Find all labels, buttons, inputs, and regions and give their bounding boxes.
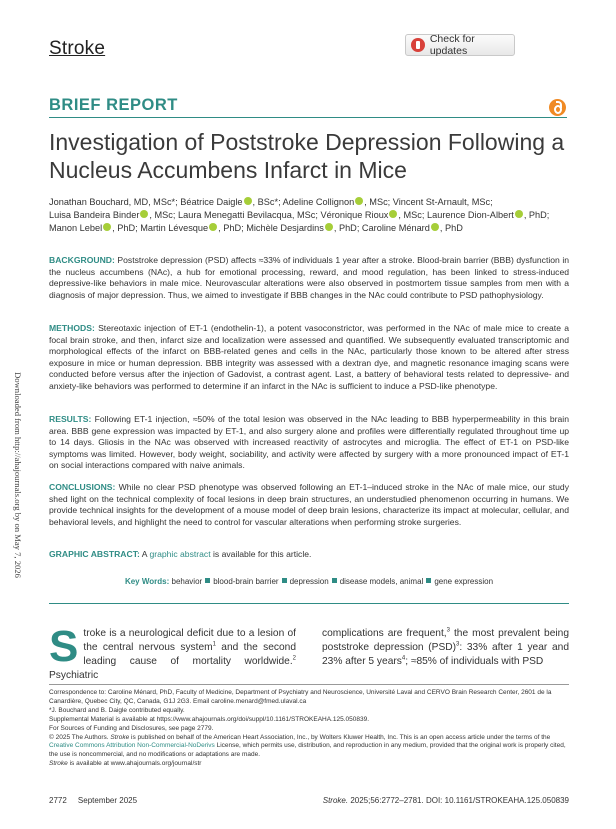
correspondence-note: Correspondence to: Caroline Ménard, PhD, Faculty of Medicine, Department of Psychiatry and Neuroscience, Université Laval and CERVO Brain Research Center, 2601 de la Canardière, Quebec City, QC, Canada, G1J 2G3. Email caroline.menard@fmed.ulaval.ca [49, 689, 552, 705]
author-text: , PhD; Caroline Ménard [333, 223, 430, 233]
body-text: the most prevalent being poststroke depression (PSD) [322, 628, 569, 653]
copyright-text: © 2025 The Authors. [49, 733, 111, 741]
download-sidebar-text: Downloaded from http://ahajournals.org by on May 7, 2026 [13, 372, 23, 578]
orcid-icon[interactable] [244, 197, 252, 205]
author-text: Jonathan Bouchard, MD, MSc*; Béatrice Daigle [49, 197, 243, 207]
orcid-icon[interactable] [209, 223, 217, 231]
bookmark-icon [411, 38, 425, 52]
author-text: , PhD; Martin Lévesque [112, 223, 209, 233]
orcid-icon[interactable] [431, 223, 439, 231]
author-text: , MSc; Laura Menegatti Bevilacqua, MSc; Véronique Rioux [149, 210, 389, 220]
graphic-post: is available for this article. [213, 549, 312, 559]
body-column-left [49, 622, 296, 683]
body-text: : 33% after 1 year and 23% after 5 years [322, 642, 569, 667]
body-text: complications are frequent, [322, 628, 447, 639]
journal-name[interactable]: Stroke [49, 38, 106, 59]
abstract-background [49, 255, 569, 301]
notes-rule [49, 684, 569, 685]
orcid-icon[interactable] [355, 197, 363, 205]
section-rule [49, 117, 567, 118]
keyword: disease models, animal [339, 577, 424, 586]
equal-contribution-note: *J. Bouchard and B. Daigle contributed equally. [49, 706, 185, 714]
article-notes [49, 689, 569, 769]
open-access-icon [549, 99, 566, 116]
methods-text: Stereotaxic injection of ET-1 (endothelin-1), a potent vasoconstrictor, was performed in the NAc of male mice to create a focal brain stroke, and then, infarct size and localization were assessed and quantified. We subsequently evaluated transcriptomic and morphological effects of the infarct on BBB-related genes and cells in the NAc, particularly those known to be altered after stress exposure in mice or human depression. BBB integrity was assessed with a dextran dye, and magnetic resonance imaging scans were conducted before versus after the injection of Gadovist, a contrast agent. Last, a battery of behavioral tests related to depressive- and anxiety-like behaviors was performed to determine if an infarct in the NAc is sufficient to induce a PSD-like phenotype. [49, 323, 569, 391]
body-column-right [322, 627, 569, 669]
body-text: Psychiatric [49, 670, 99, 681]
supplemental-note: Supplemental Material is available at https://www.ahajournals.org/doi/suppl/10.1161/STROKEAHA.125.050839. [49, 715, 370, 723]
author-text: , MSc; Vincent St-Arnault, MSc; [364, 197, 493, 207]
article-title: Investigation of Poststroke Depression Following a Nucleus Accumbens Infarct in Mice [49, 129, 565, 183]
orcid-icon[interactable] [515, 210, 523, 218]
check-for-updates-label: Check for updates [429, 33, 475, 57]
results-label: RESULTS: [49, 414, 92, 424]
orcid-icon[interactable] [103, 223, 111, 231]
keyword: gene expression [434, 577, 494, 586]
availability-text: is available at www.ahajournals.org/journal/str [67, 760, 202, 768]
author-text: Manon Lebel [49, 223, 103, 233]
author-text: Luisa Bandeira Binder [49, 210, 140, 220]
square-bullet-icon [282, 578, 287, 583]
citation-ref[interactable]: 3 [456, 641, 460, 648]
body-text: and the second leading cause of mortality worldwide. [83, 642, 296, 667]
citation-ref[interactable]: 2 [292, 655, 296, 662]
citation-ref[interactable]: 3 [446, 627, 450, 634]
availability-journal: Stroke [49, 760, 68, 768]
author-text: , PhD [439, 223, 463, 233]
abstract-results [49, 414, 569, 472]
orcid-icon[interactable] [140, 210, 148, 218]
availability-note [49, 760, 569, 769]
keywords [49, 577, 569, 586]
keyword: blood-brain barrier [213, 577, 279, 586]
square-bullet-icon [426, 578, 431, 583]
download-sidebar [8, 310, 22, 650]
drop-cap: S [49, 622, 79, 671]
results-text: Following ET-1 injection, ≈50% of the total lesion was observed in the NAc leading to BBB hyperpermeability in this brain area. BBB gene expression was impacted by ET-1, and also surgery alone and profiles were differentially regulated throughout time up to 14 days. Gliosis in the NAc was observed with increased reactivity of astrocytes and microglia. The effect of ET-1 on PSD-like symptoms was limited. However, body weight, sociability, and activity were affected by surgery with a more pronounced impact of ET-1 on social interactions compared with naive animals. [49, 414, 569, 471]
check-for-updates-button[interactable] [405, 34, 515, 56]
copyright-note [49, 734, 569, 761]
footer-citation-text: 2025;56:2772–2781. DOI: 10.1161/STROKEAHA.125.050839 [348, 796, 569, 805]
orcid-icon[interactable] [389, 210, 397, 218]
citation-ref[interactable]: 4 [401, 655, 406, 662]
copyright-text: License, which permits use, distribution, and reproduction in any medium, provided that the original work is properly cited, the use is noncommercial, and no modifications or adaptations are made. [49, 742, 566, 759]
author-list [49, 196, 569, 235]
funding-note: For Sources of Funding and Disclosures, see page 2779. [49, 724, 214, 732]
author-text: , PhD; [523, 210, 550, 220]
body-text: troke is a neurological deficit due to a lesion of the central nervous system [83, 628, 296, 653]
license-link[interactable]: Creative Commons Attribution Non-Commercial-NoDerivs [49, 742, 215, 750]
copyright-journal: Stroke [110, 733, 130, 741]
keywords-label: Key Words: [124, 577, 170, 586]
author-text: , PhD; Michèle Desjardins [218, 223, 324, 233]
keyword: depression [289, 577, 329, 586]
graphic-abstract-label: GRAPHIC ABSTRACT: [49, 549, 140, 559]
conclusions-text: While no clear PSD phenotype was observed following an ET-1–induced stroke in the NAc of male mice, our study shed light on the technical complexity of focal lesions in deep brain structures, an understudied phenomenon occurring in humans. We provide technical insights for the development of a mouse model of deep brain lesions, characterize its impact at molecular, cellular, and behavioral levels, and highlight the need to control for vascular alterations when performing stroke surgeries. [49, 482, 570, 527]
page-footer-left: 2772 September 2025 [49, 796, 138, 805]
page-footer-citation [314, 796, 569, 805]
abstract-conclusions [49, 482, 569, 528]
orcid-icon[interactable] [325, 223, 333, 231]
graphic-abstract-link[interactable]: graphic abstract [149, 549, 211, 559]
square-bullet-icon [205, 578, 210, 583]
square-bullet-icon [332, 578, 337, 583]
footer-journal: Stroke. [322, 796, 349, 805]
conclusions-label: CONCLUSIONS: [49, 482, 116, 492]
graphic-pre: A [141, 549, 148, 559]
graphic-abstract-note [49, 549, 569, 561]
methods-label: METHODS: [49, 323, 95, 333]
abstract-methods [49, 323, 569, 393]
background-text: Poststroke depression (PSD) affects ≈33% of individuals 1 year after a stroke. Blood-brain barrier (BBB) dysfunction in the nucleus accumbens (NAc), a hub for emotional processing, reward, and mood regulation, has been linked to stress-induced depressive-like behaviors in male mice. Neurovascular alterations were also observed in postmortem tissue samples from men with a diagnosis of major depression. Thus, we aimed to investigate if BBB changes in the NAc could contribute to PSD pathophysiology. [49, 255, 570, 300]
abstract-divider [49, 603, 569, 604]
keyword: behavior [171, 577, 203, 586]
background-label: BACKGROUND: [49, 255, 115, 265]
copyright-text: is published on behalf of the American Heart Association, Inc., by Wolters Kluwer Health, Inc. This is an open access article under the terms of the [129, 733, 551, 741]
author-text: , BSc*; Adeline Collignon [252, 197, 355, 207]
author-text: , MSc; Laurence Dion-Albert [398, 210, 514, 220]
section-label: BRIEF REPORT [49, 96, 178, 114]
body-text: ; ≈85% of individuals with PSD [405, 656, 544, 667]
citation-ref[interactable]: 1 [212, 641, 216, 648]
